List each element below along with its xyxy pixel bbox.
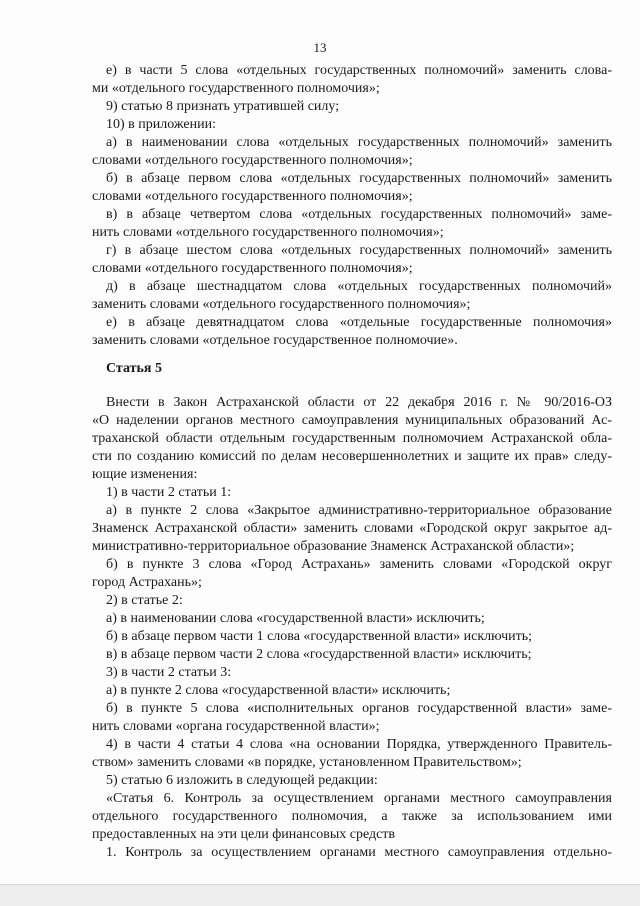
- text-line: Знаменск Астраханской области» заменить словами «Городской округ закрытое ад-: [92, 521, 612, 536]
- text-line: е) в абзаце девятнадцатом слова «отдельные государственные полномочия»: [106, 315, 612, 330]
- text-line: 3) в части 2 статьи 3:: [106, 665, 232, 680]
- text-line: 1. Контроль за осуществлением органами местного самоуправления отдельно-: [106, 845, 612, 860]
- text-line: Внести в Закон Астраханской области от 22 декабря 2016 г. № 90/2016-ОЗ: [106, 395, 612, 410]
- text-line: заменить словами «отдельного государственного полномочия»;: [92, 297, 471, 312]
- text-line: «Статья 6. Контроль за осуществлением органами местного самоуправления: [106, 791, 612, 806]
- text-line: 9) статью 8 признать утратившей силу;: [106, 99, 340, 114]
- text-line: траханской области отдельным государственным полномочием Астраханской обла-: [92, 431, 612, 446]
- article-heading: Статья 5: [106, 361, 162, 376]
- text-line: словами «отдельного государственного полномочия»;: [92, 153, 413, 168]
- text-line: «О наделении органов местного самоуправления муниципальных образований Ас-: [92, 413, 612, 428]
- text-line: словами «отдельного государственного полномочия»;: [92, 261, 413, 276]
- text-line: отдельного государственного полномочия, а также за использованием ими: [92, 809, 612, 824]
- text-line: д) в абзаце шестнадцатом слова «отдельных государственных полномочий»: [106, 279, 612, 294]
- text-line: а) в наименовании слова «государственной власти» исключить;: [106, 611, 485, 626]
- text-line: ми «отдельного государственного полномочия»;: [92, 81, 380, 96]
- text-line: сти по созданию комиссий по делам несовершеннолетних и защите их прав» следу-: [92, 449, 612, 464]
- text-line: б) в абзаце первом слова «отдельных государственных полномочий» заменить: [106, 171, 612, 186]
- text-line: б) в пункте 5 слова «исполнительных органов государственной власти» заме-: [106, 701, 612, 716]
- page-number: 13: [313, 40, 327, 55]
- scan-bottom-edge: [0, 884, 640, 906]
- text-line: 4) в части 4 статьи 4 слова «на основании Порядка, утвержденного Правитель-: [106, 737, 612, 752]
- text-line: 1) в части 2 статьи 1:: [106, 485, 232, 500]
- text-line: б) в абзаце первом части 1 слова «государственной власти» исключить;: [106, 629, 532, 644]
- text-line: заменить словами «отдельное государственное полномочие».: [92, 333, 458, 348]
- text-line: а) в пункте 2 слова «государственной власти» исключить;: [106, 683, 451, 698]
- text-line: предоставленных на эти цели финансовых средств: [92, 827, 396, 842]
- text-line: ющие изменения:: [92, 467, 198, 482]
- text-line: б) в пункте 3 слова «Город Астрахань» заменить словами «Городской округ: [106, 557, 612, 572]
- text-line: г) в абзаце шестом слова «отдельных государственных полномочий» заменить: [106, 243, 612, 258]
- text-line: словами «отдельного государственного полномочия»;: [92, 189, 413, 204]
- text-line: в) в абзаце первом части 2 слова «государственной власти» исключить;: [106, 647, 532, 662]
- text-line: е) в части 5 слова «отдельных государственных полномочий» заменить слова-: [106, 63, 612, 78]
- text-line: в) в абзаце четвертом слова «отдельных государственных полномочий» заме-: [106, 207, 612, 222]
- text-line: ством» заменить словами «в порядке, установленном Правительством»;: [92, 755, 522, 770]
- text-line: министративно-территориальное образование Знаменск Астраханской области»;: [92, 539, 575, 554]
- text-line: а) в пункте 2 слова «Закрытое административно-территориальное образование: [106, 503, 612, 518]
- text-line: 2) в статье 2:: [106, 593, 183, 608]
- text-line: 10) в приложении:: [106, 117, 216, 132]
- text-line: 5) статью 6 изложить в следующей редакции:: [106, 773, 378, 788]
- text-line: нить словами «отдельного государственного полномочия»;: [92, 225, 444, 240]
- text-line: город Астрахань»;: [92, 575, 202, 590]
- text-line: а) в наименовании слова «отдельных государственных полномочий» заменить: [106, 135, 612, 150]
- text-line: нить словами «органа государственной власти»;: [92, 719, 380, 734]
